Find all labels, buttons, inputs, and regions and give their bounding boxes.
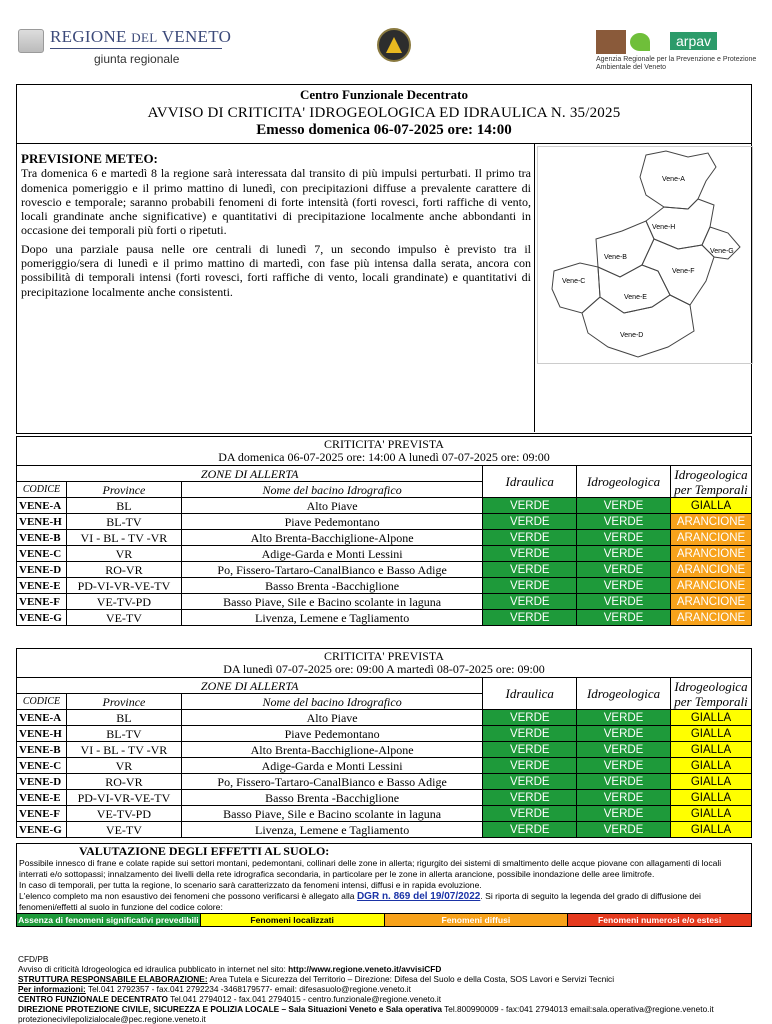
- notice-title: AVVISO DI CRITICITA' IDROGEOLOGICA ED IDRAULICA N. 35/2025: [147, 105, 621, 121]
- temporali-level: ARANCIONE: [671, 546, 752, 562]
- weather-forecast-text: [21, 152, 531, 303]
- map-zone-c: [552, 263, 600, 313]
- legend-gialla: Fenomeni localizzati: [201, 914, 385, 926]
- basin-cell: Alto Piave: [181, 710, 483, 726]
- basin-cell: Piave Pedemontano: [181, 514, 483, 530]
- codice-header: CODICE: [17, 482, 67, 498]
- table-row: [17, 710, 752, 726]
- temporali-level: GIALLA: [671, 742, 752, 758]
- center-name: Centro Funzionale Decentrato: [299, 87, 468, 102]
- basin-cell: Adige-Garda e Monti Lessini: [181, 546, 483, 562]
- idraulica-level: VERDE: [483, 562, 577, 578]
- arpav-leaf-icon: [630, 33, 650, 51]
- map-label-vene-c: Vene-C: [562, 278, 586, 285]
- idrogeologica-level: VERDE: [577, 806, 671, 822]
- dgr-link[interactable]: DGR n. 869 del 19/07/2022: [356, 891, 481, 902]
- idrogeologica-level: VERDE: [577, 578, 671, 594]
- issued-date: Emesso domenica 06-07-2025 ore: 14:00: [256, 122, 512, 138]
- province-cell: BL: [66, 498, 181, 514]
- color-legend: [17, 913, 751, 926]
- basin-cell: Basso Brenta -Bacchiglione: [181, 790, 483, 806]
- province-cell: RO-VR: [66, 562, 181, 578]
- forecast-paragraph: Dopo una parziale pausa nelle ore centrali di lunedì 7, un secondo impulso è previsto tra il pomeriggio/sera di lunedì e il primo mattino di martedì, con fase più intensa dalla serata, ancora con possibilità di temporali intensi (forti rovesci, forti raffiche di vento, locali grandinate) e quantitativi di precipitazione localmente anche consistenti.: [21, 241, 531, 299]
- table-row: [17, 594, 752, 610]
- table-row: [17, 790, 752, 806]
- alert-zones-map: [534, 144, 754, 432]
- idraulica-level: VERDE: [483, 578, 577, 594]
- table-row: [17, 514, 752, 530]
- legend-arancione: Fenomeni diffusi: [385, 914, 569, 926]
- temporali-level: ARANCIONE: [671, 610, 752, 626]
- zone-code: VENE-H: [17, 726, 67, 742]
- temporali-level: ARANCIONE: [671, 594, 752, 610]
- criticality-table-1: [16, 436, 752, 626]
- idrogeologica-level: VERDE: [577, 562, 671, 578]
- zone-code: VENE-C: [17, 546, 67, 562]
- temporali-level: GIALLA: [671, 758, 752, 774]
- regione-veneto-logo: [14, 26, 232, 70]
- footer-structure: STRUTTURA RESPONSABILE ELABORAZIONE: Area Tutela e Sicurezza del Territorio – Direzione: Difesa del Suolo e della Costa, SOS Lavori e Servizi Tecnici: [18, 974, 615, 984]
- zone-code: VENE-E: [17, 578, 67, 594]
- footer-protezione-civile: DIREZIONE PROTEZIONE CIVILE, SICUREZZA E POLIZIA LOCALE – Sala Situazioni Veneto e Sala operativa Tel.800990009 - fax:041 2794013 email:sala.operativa@regione.veneto.it: [18, 1004, 714, 1014]
- temporali-header: Idrogeologica per Temporali: [671, 678, 752, 710]
- arpav-photo-icon: [596, 30, 626, 54]
- page-footer: [18, 954, 758, 1024]
- idraulica-level: VERDE: [483, 774, 577, 790]
- map-label-vene-a: Vene-A: [662, 176, 685, 183]
- table-row: [17, 806, 752, 822]
- footer-pec: protezionecivilepolizialocale@pec.regione.veneto.it: [18, 1014, 206, 1024]
- idraulica-level: VERDE: [483, 610, 577, 626]
- zone-code: VENE-B: [17, 742, 67, 758]
- province-cell: PD-VI-VR-VE-TV: [66, 790, 181, 806]
- province-cell: VI - BL - TV -VR: [66, 530, 181, 546]
- idraulica-header: Idraulica: [483, 466, 577, 498]
- footer-info: Per informazioni: Tel.041 2792357 - fax.041 2792234 -3468179577- email: difesasuolo@regione.veneto.it: [18, 984, 411, 994]
- page-header: [0, 0, 772, 80]
- weather-forecast-section: [16, 144, 752, 434]
- basin-cell: Piave Pedemontano: [181, 726, 483, 742]
- table-row: [17, 530, 752, 546]
- temporali-level: GIALLA: [671, 822, 752, 838]
- idrogeologica-header: Idrogeologica: [577, 678, 671, 710]
- bacino-header: Nome del bacino Idrografico: [181, 694, 483, 710]
- protezione-civile-icon: [377, 28, 411, 62]
- basin-cell: Alto Brenta-Bacchiglione-Alpone: [181, 530, 483, 546]
- map-label-vene-f: Vene-F: [672, 268, 695, 275]
- footer-cfd: CENTRO FUNZIONALE DECENTRATO Tel.041 2794012 - fax.041 2794015 - centro.funzionale@regione.veneto.it: [18, 994, 442, 1004]
- temporali-level: ARANCIONE: [671, 578, 752, 594]
- footer-website-link[interactable]: http://www.regione.veneto.it/avvisiCFD: [288, 964, 442, 974]
- idrogeologica-level: VERDE: [577, 726, 671, 742]
- idraulica-level: VERDE: [483, 742, 577, 758]
- temporali-level: ARANCIONE: [671, 562, 752, 578]
- temporali-level: GIALLA: [671, 790, 752, 806]
- footer-publication: Avviso di criticità Idrogeologica ed idraulica pubblicato in internet nel sito: http://www.regione.veneto.it/avvisiCFD: [18, 964, 442, 974]
- idraulica-level: VERDE: [483, 498, 577, 514]
- zone-header: ZONE DI ALLERTA: [17, 466, 483, 482]
- basin-cell: Livenza, Lemene e Tagliamento: [181, 822, 483, 838]
- province-cell: BL: [66, 710, 181, 726]
- bacino-header: Nome del bacino Idrografico: [181, 482, 483, 498]
- arpav-agency: Agenzia Regionale per la Prevenzione e Protezione Ambientale del Veneto: [596, 56, 757, 71]
- weather-forecast-heading: PREVISIONE METEO:: [21, 151, 158, 166]
- temporali-level: GIALLA: [671, 710, 752, 726]
- table-row: [17, 758, 752, 774]
- zone-code: VENE-B: [17, 530, 67, 546]
- province-cell: BL-TV: [66, 514, 181, 530]
- idrogeologica-level: VERDE: [577, 710, 671, 726]
- ground-effects-section: [16, 843, 752, 927]
- province-cell: PD-VI-VR-VE-TV: [66, 578, 181, 594]
- basin-cell: Adige-Garda e Monti Lessini: [181, 758, 483, 774]
- idraulica-level: VERDE: [483, 530, 577, 546]
- province-header: Province: [66, 482, 181, 498]
- map-frame: [537, 146, 753, 364]
- idrogeologica-level: VERDE: [577, 790, 671, 806]
- map-zone-d: [582, 295, 694, 357]
- ground-effects-heading: VALUTAZIONE DEGLI EFFETTI AL SUOLO:: [79, 844, 330, 858]
- zone-code: VENE-F: [17, 594, 67, 610]
- idrogeologica-level: VERDE: [577, 758, 671, 774]
- idrogeologica-level: VERDE: [577, 594, 671, 610]
- basin-cell: Livenza, Lemene e Tagliamento: [181, 610, 483, 626]
- veneto-map: [538, 147, 752, 363]
- idraulica-header: Idraulica: [483, 678, 577, 710]
- province-cell: VE-TV-PD: [66, 594, 181, 610]
- basin-cell: Po, Fissero-Tartaro-CanalBianco e Basso Adige: [181, 774, 483, 790]
- map-label-vene-h: Vene-H: [652, 224, 676, 231]
- logo-underline: [50, 48, 222, 49]
- province-cell: BL-TV: [66, 726, 181, 742]
- idraulica-level: VERDE: [483, 822, 577, 838]
- province-cell: VE-TV: [66, 822, 181, 838]
- arpav-brand: arpav: [670, 32, 717, 50]
- zone-code: VENE-A: [17, 498, 67, 514]
- zone-header: ZONE DI ALLERTA: [17, 678, 483, 694]
- regione-crest-icon: [18, 29, 44, 53]
- zone-code: VENE-C: [17, 758, 67, 774]
- idraulica-level: VERDE: [483, 594, 577, 610]
- arpav-logo: [596, 30, 761, 76]
- table-row: [17, 822, 752, 838]
- idraulica-level: VERDE: [483, 758, 577, 774]
- map-label-vene-e: Vene-E: [624, 294, 647, 301]
- effects-paragraph: Possibile innesco di frane e colate rapide sui settori montani, pedemontani, collinari delle zone in allerta; rigurgito dei sistemi di smaltimento delle acque piovane con allagamenti di locali interrati e/o sottopassi; innalzamento dei livelli della rete idrografica secondaria, in particolare per le zone in allerta arancione, possibile inondazione delle aree limitrofe.: [19, 858, 722, 879]
- temporali-level: GIALLA: [671, 806, 752, 822]
- zone-code: VENE-A: [17, 710, 67, 726]
- zone-code: VENE-D: [17, 774, 67, 790]
- idraulica-level: VERDE: [483, 546, 577, 562]
- province-header: Province: [66, 694, 181, 710]
- idrogeologica-header: Idrogeologica: [577, 466, 671, 498]
- table-caption: CRITICITA' PREVISTA DA lunedì 07-07-2025 ore: 09:00 A martedì 08-07-2025 ore: 09:00: [17, 649, 752, 678]
- province-cell: VR: [66, 758, 181, 774]
- zone-code: VENE-H: [17, 514, 67, 530]
- temporali-level: GIALLA: [671, 498, 752, 514]
- idraulica-level: VERDE: [483, 514, 577, 530]
- zone-code: VENE-G: [17, 610, 67, 626]
- idrogeologica-level: VERDE: [577, 498, 671, 514]
- zone-code: VENE-E: [17, 790, 67, 806]
- zone-code: VENE-D: [17, 562, 67, 578]
- criticality-table-2: [16, 648, 752, 838]
- giunta-regionale-label: giunta regionale: [94, 52, 180, 66]
- province-cell: VR: [66, 546, 181, 562]
- table-2-body: [17, 710, 752, 838]
- basin-cell: Po, Fissero-Tartaro-CanalBianco e Basso Adige: [181, 562, 483, 578]
- table-row: [17, 610, 752, 626]
- idraulica-level: VERDE: [483, 710, 577, 726]
- idrogeologica-level: VERDE: [577, 822, 671, 838]
- table-row: [17, 726, 752, 742]
- table-row: [17, 498, 752, 514]
- idraulica-level: VERDE: [483, 790, 577, 806]
- temporali-level: GIALLA: [671, 774, 752, 790]
- province-cell: RO-VR: [66, 774, 181, 790]
- zone-code: VENE-G: [17, 822, 67, 838]
- idrogeologica-level: VERDE: [577, 546, 671, 562]
- idrogeologica-level: VERDE: [577, 514, 671, 530]
- table-row: [17, 546, 752, 562]
- basin-cell: Alto Brenta-Bacchiglione-Alpone: [181, 742, 483, 758]
- table-row: [17, 742, 752, 758]
- map-zone-b: [596, 221, 654, 277]
- temporali-level: ARANCIONE: [671, 530, 752, 546]
- province-cell: VI - BL - TV -VR: [66, 742, 181, 758]
- basin-cell: Basso Piave, Sile e Bacino scolante in laguna: [181, 594, 483, 610]
- table-row: [17, 774, 752, 790]
- effects-paragraph: In caso di temporali, per tutta la regione, lo scenario sarà caratterizzato da fenomeni intensi, diffusi e in rapida evoluzione.: [19, 880, 482, 890]
- idrogeologica-level: VERDE: [577, 610, 671, 626]
- map-label-vene-b: Vene-B: [604, 254, 627, 261]
- forecast-paragraph: Tra domenica 6 e martedì 8 la regione sarà interessata dal transito di più impulsi perturbati. Il primo tra domenica pomeriggio e il primo mattino di lunedì, con precipitazioni diffuse a prevalente carattere di rovescio e temporale; saranno probabili fenomeni di forte intensità (forti rovesci, forti raffiche di vento, locali grandinate anche significative) e quantitativi di precipitazione localmente anche abbondanti in occasione dei temporali più forti o ripetuti.: [21, 166, 531, 238]
- legend-rossa: Fenomeni numerosi e/o estesi: [568, 914, 751, 926]
- footer-sign: CFD/PB: [18, 954, 49, 964]
- idrogeologica-level: VERDE: [577, 774, 671, 790]
- province-cell: VE-TV-PD: [66, 806, 181, 822]
- map-label-vene-d: Vene-D: [620, 332, 644, 339]
- idraulica-level: VERDE: [483, 726, 577, 742]
- province-cell: VE-TV: [66, 610, 181, 626]
- effects-paragraph: L'elenco completo ma non esaustivo dei fenomeni che possono verificarsi è allegato alla DGR n. 869 del 19/07/2022. Si riporta di seguito la legenda del grado di diffusione dei fenomeni/effetti al suolo in funzione del codice colore:: [19, 891, 701, 912]
- temporali-header: Idrogeologica per Temporali: [671, 466, 752, 498]
- table-row: [17, 562, 752, 578]
- codice-header: CODICE: [17, 694, 67, 710]
- map-zone-e: [598, 265, 670, 313]
- basin-cell: Alto Piave: [181, 498, 483, 514]
- table-caption: CRITICITA' PREVISTA DA domenica 06-07-2025 ore: 14:00 A lunedì 07-07-2025 ore: 09:00: [17, 437, 752, 466]
- temporali-level: GIALLA: [671, 726, 752, 742]
- notice-title-box: [16, 84, 752, 144]
- idrogeologica-level: VERDE: [577, 530, 671, 546]
- basin-cell: Basso Brenta -Bacchiglione: [181, 578, 483, 594]
- temporali-level: ARANCIONE: [671, 514, 752, 530]
- idrogeologica-level: VERDE: [577, 742, 671, 758]
- idraulica-level: VERDE: [483, 806, 577, 822]
- map-label-vene-g: Vene-G: [710, 248, 734, 255]
- table-row: [17, 578, 752, 594]
- table-1-body: [17, 498, 752, 626]
- basin-cell: Basso Piave, Sile e Bacino scolante in laguna: [181, 806, 483, 822]
- zone-code: VENE-F: [17, 806, 67, 822]
- regione-logo-name: REGIONE DEL VENETO: [50, 27, 232, 46]
- legend-verde: Assenza di fenomeni significativi prevedibili: [17, 914, 201, 926]
